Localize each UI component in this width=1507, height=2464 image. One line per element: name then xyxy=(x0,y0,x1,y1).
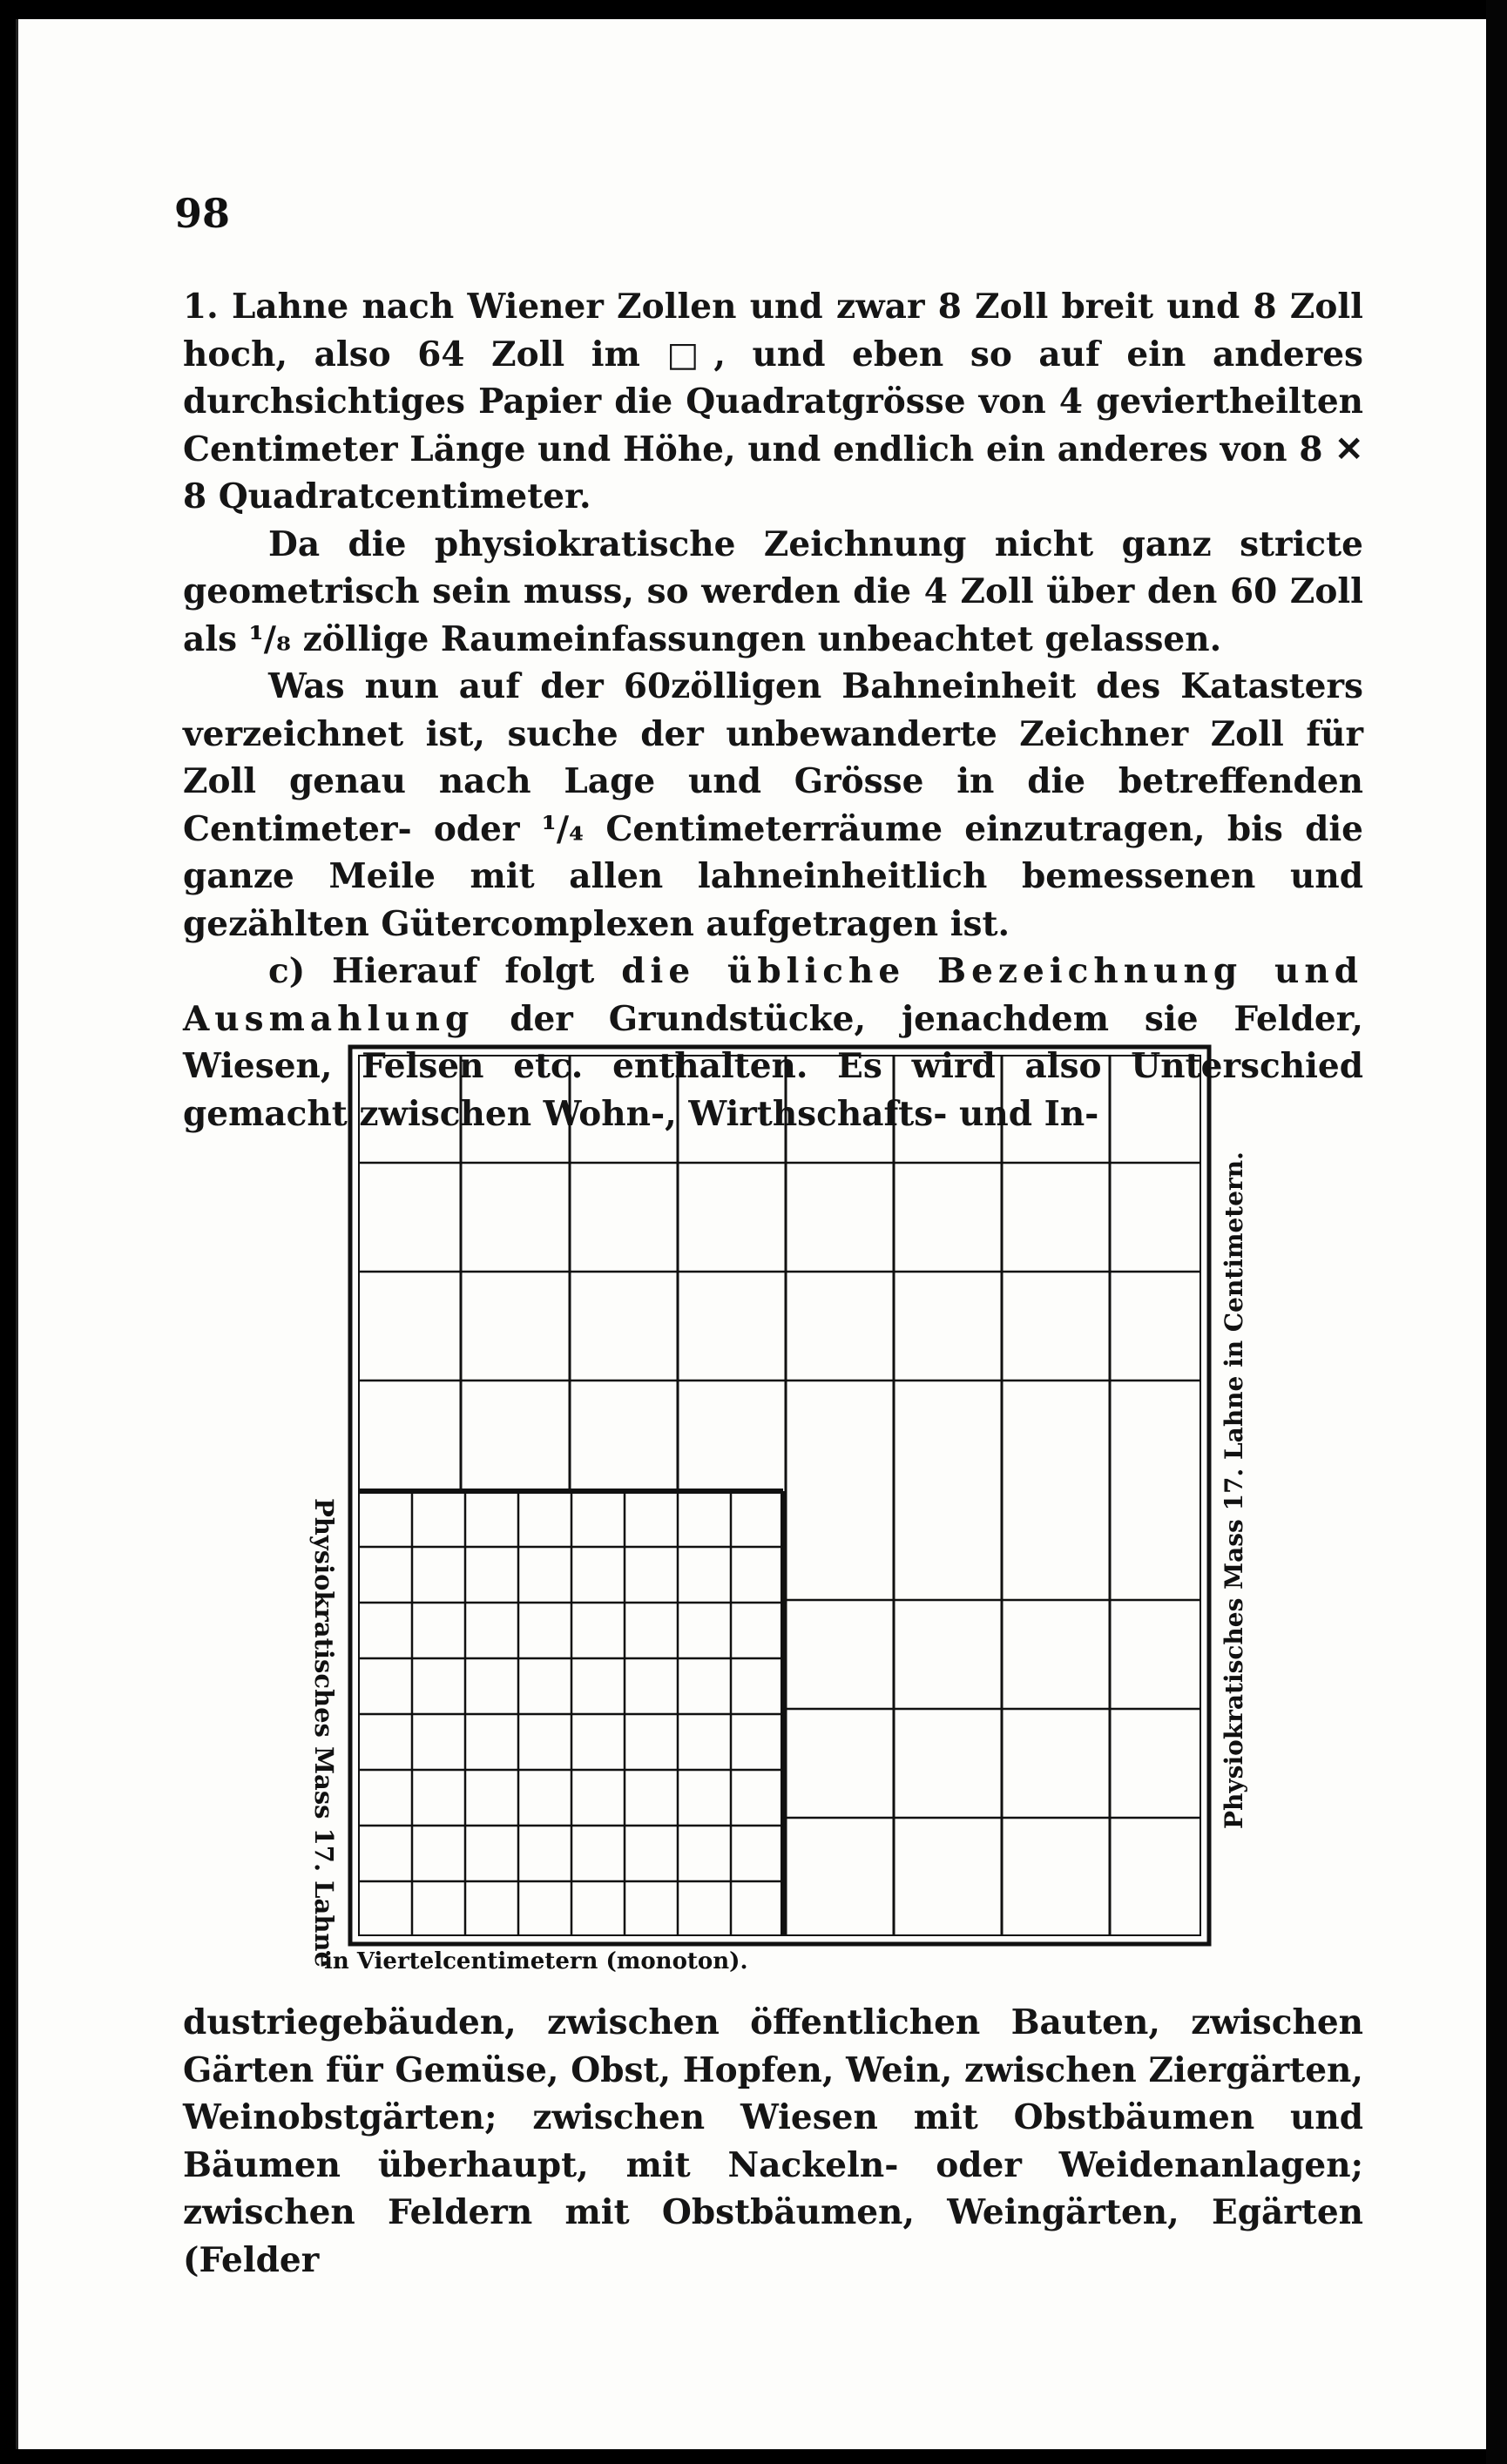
figure-caption: in Viertelcentimetern (monoton). xyxy=(324,1948,748,1975)
paragraph-1: 1. Lahne nach Wiener Zollen und zwar 8 Zoll breit und 8 Zoll hoch, also 64 Zoll im □, und eben so auf ein anderes durchsichtiges Papier die Quadratgrösse von 4 geviertheilten Centimeter Länge und Höhe, und endlich ein anderes von 8 ✕ 8 Quadratcentimeter. xyxy=(183,287,1363,516)
page-edge-shadow xyxy=(1486,0,1507,2464)
paragraph-c-rest: der Grundstücke, jenachdem sie Felder, Wiesen, Felsen etc. enthalten. Es wird also Unterschied gemacht zwischen Wohn-, Wirthschafts- und In- xyxy=(183,998,1363,1134)
measurement-grid-figure xyxy=(341,1041,1213,1981)
body-text-top xyxy=(183,283,1363,1137)
paragraph-continued: dustriegebäuden, zwischen öffentlichen Bauten, zwischen Gärten für Gemüse, Obst, Hopfen, Wein, zwischen Ziergärten, Weinobstgärten; zwischen Wiesen mit Obstbäumen und Bäumen überhaupt, mit Nackeln- oder Weidenanlagen; zwischen Feldern mit Obstbäumen, Weingärten, Egärten (Felder xyxy=(183,2002,1363,2280)
figure-label-right: Physiokratisches Mass 17. Lahne in Centimetern. xyxy=(1220,1151,1248,1829)
measurement-grid xyxy=(341,1041,1213,1981)
body-text-bottom xyxy=(183,1999,1363,2284)
paragraph-2: Da die physiokratische Zeichnung nicht ganz stricte geometrisch sein muss, so werden die 4 Zoll über den 60 Zoll als ¹/₈ zöllige Raumeinfassungen unbeachtet gelassen. xyxy=(183,523,1363,659)
grid-inner-frame xyxy=(359,1056,1200,1935)
page-number: 98 xyxy=(174,190,231,237)
grid-outer-frame xyxy=(350,1047,1209,1944)
paragraph-3: Was nun auf der 60zölligen Bahneinheit des Katasters verzeichnet ist, suche der unbewanderte Zeichner Zoll für Zoll genau nach Lage und Grösse in die betreffenden Centimeter- oder ¹/₄ Centimeterräume einzutragen, bis die ganze Meile mit allen lahneinheitlich bemessenen und gezählten Gütercomplexen aufgetragen ist. xyxy=(183,666,1363,944)
figure-label-left: Physiokratisches Mass 17. Lahne xyxy=(309,1498,339,1968)
paragraph-c-prefix: c) Hierauf folgt xyxy=(268,951,622,991)
quarter-cm-grid xyxy=(359,1491,783,1935)
paragraph-c-spaced: die übliche Bezeichnung und Ausmahlung xyxy=(183,951,1363,1039)
